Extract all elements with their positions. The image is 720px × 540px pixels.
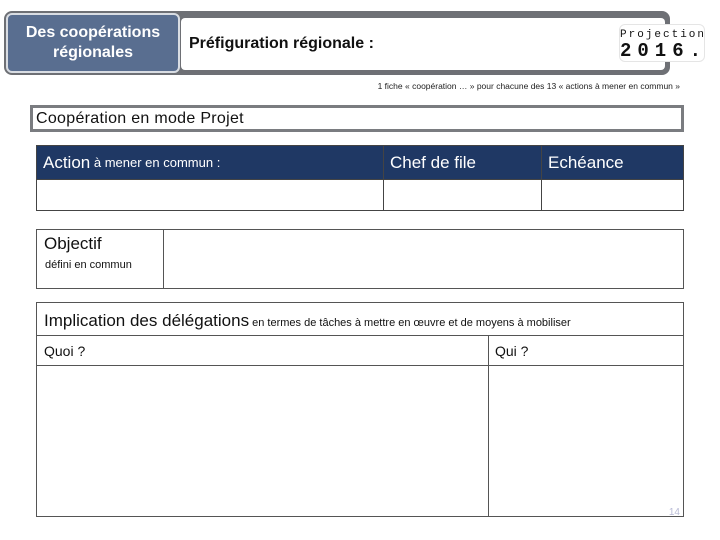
echeance-header: Echéance <box>542 146 683 179</box>
instruction-note: 1 fiche « coopération … » pour chacune des 13 « actions à mener en commun » <box>377 81 680 91</box>
quoi-label: Quoi ? <box>44 343 86 359</box>
action-header-cell <box>37 146 384 179</box>
implication-note: en termes de tâches à mettre en œuvre et de moyens à mobiliser <box>249 317 571 329</box>
echeance-input-cell[interactable] <box>542 179 683 211</box>
action-header-main: Action <box>43 152 91 172</box>
qui-label: Qui ? <box>495 343 529 359</box>
action-header-rest: à mener en commun : <box>90 155 221 170</box>
action-input-cell[interactable] <box>37 179 384 211</box>
section-title-line1: Des coopérations <box>25 24 161 41</box>
projection-label: Projection <box>620 29 707 41</box>
objectif-box <box>36 229 684 289</box>
cooperation-title: Coopération en mode Projet <box>30 105 684 132</box>
implication-title: Implication des délégations <box>44 311 250 330</box>
table-divider <box>383 146 384 210</box>
section-title-badge <box>6 13 180 73</box>
objectif-divider <box>163 230 164 288</box>
implication-box <box>36 302 684 517</box>
objectif-subtitle: défini en commun <box>45 259 132 271</box>
table-divider <box>541 146 542 210</box>
implication-title-wrap <box>44 311 571 331</box>
implication-column-labels <box>37 335 683 366</box>
implication-header <box>37 303 683 336</box>
section-title-line2: régionales <box>52 44 133 61</box>
action-table <box>36 145 684 211</box>
projection-year: 2016. <box>620 40 708 62</box>
chef-de-file-header: Chef de file <box>384 146 542 179</box>
chef-de-file-input-cell[interactable] <box>384 179 542 211</box>
projection-badge <box>619 24 708 62</box>
page-number: 14 <box>668 507 680 518</box>
objectif-title: Objectif <box>44 234 102 253</box>
implication-divider <box>488 335 489 517</box>
page-title: Préfiguration régionale : <box>181 18 665 70</box>
